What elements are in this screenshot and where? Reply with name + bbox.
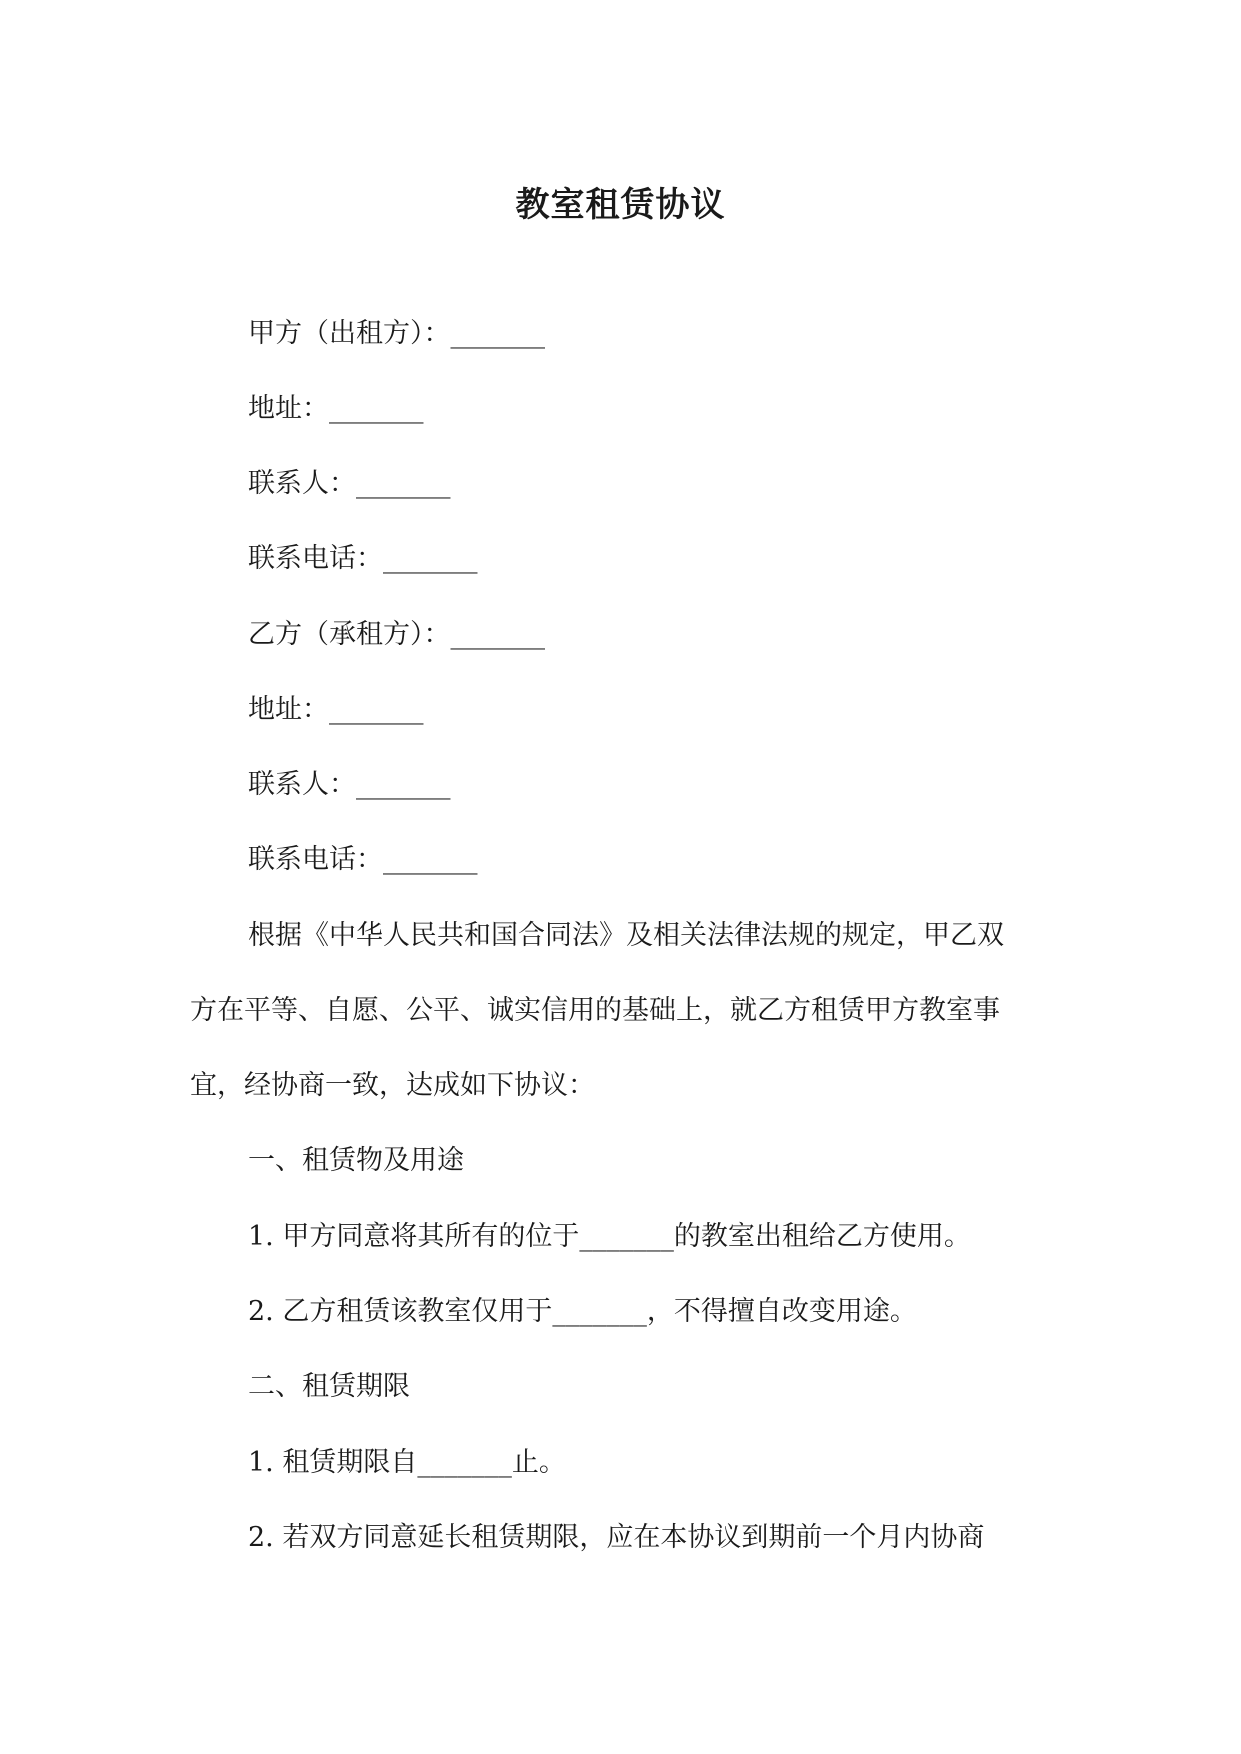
party-b-address-line: 地址：_______ [248, 694, 424, 725]
party-a-phone-line: 联系电话：_______ [248, 543, 478, 574]
preamble-line-3: 宜，经协商一致，达成如下协议： [190, 1070, 595, 1101]
section-2-item-1: 1. 租赁期限自_______止。 [248, 1447, 566, 1478]
party-b-name-line: 乙方（承租方）：_______ [248, 619, 545, 650]
section-2-item-2: 2. 若双方同意延长租赁期限，应在本协议到期前一个月内协商 [248, 1522, 985, 1553]
document-title: 教室租赁协议 [515, 185, 726, 225]
party-a-address-line: 地址：_______ [248, 393, 424, 424]
section-2-heading: 二、租赁期限 [248, 1371, 410, 1402]
section-1-item-2: 2. 乙方租赁该教室仅用于_______，不得擅自改变用途。 [248, 1296, 917, 1327]
party-a-contact-line: 联系人：_______ [248, 468, 451, 499]
preamble-line-1: 根据《中华人民共和国合同法》及相关法律法规的规定，甲乙双 [248, 920, 1004, 951]
party-b-contact-line: 联系人：_______ [248, 769, 451, 800]
section-1-item-1: 1. 甲方同意将其所有的位于_______的教室出租给乙方使用。 [248, 1221, 971, 1252]
section-1-heading: 一、租赁物及用途 [248, 1145, 464, 1176]
preamble-line-2: 方在平等、自愿、公平、诚实信用的基础上，就乙方租赁甲方教室事 [190, 995, 1000, 1026]
party-a-name-line: 甲方（出租方）：_______ [248, 318, 545, 349]
party-b-phone-line: 联系电话：_______ [248, 844, 478, 875]
